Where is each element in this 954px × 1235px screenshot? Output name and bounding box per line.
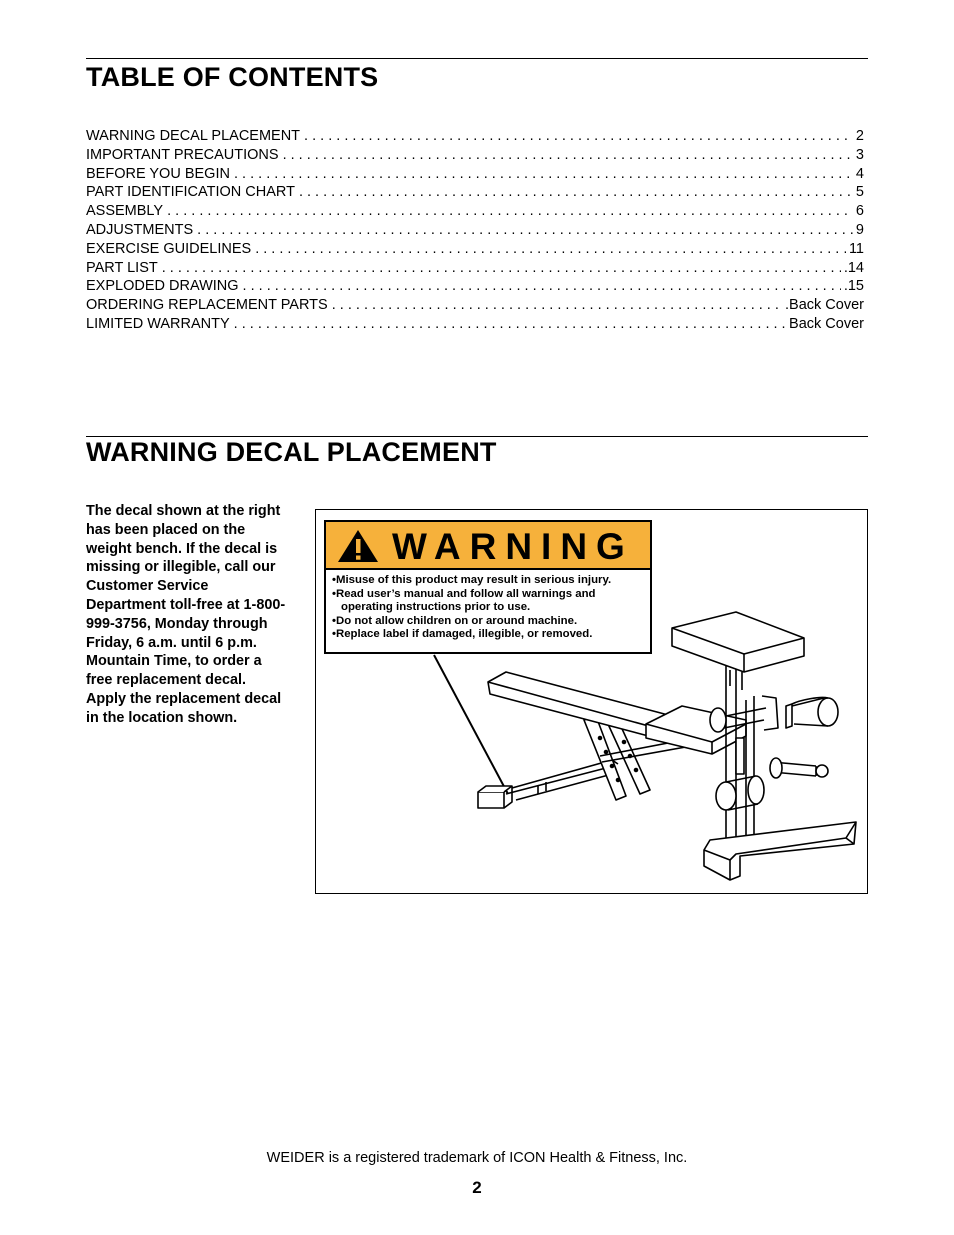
toc-leader xyxy=(255,241,846,257)
decal-line: • Do not allow children on or around machine. xyxy=(332,615,646,629)
decal-instructions: The decal shown at the right has been placed on the weight bench. If the decal is missing or illegible, call our Customer Service Department toll-free at 1-800-999-3756, Monday through Friday, 6 a.m. until 6 p.m. Mountain Time, to order a free replacement decal. Apply the replacement decal in the location shown. xyxy=(86,503,286,726)
warning-triangle-icon xyxy=(336,528,380,564)
toc-entry-title: ORDERING REPLACEMENT PARTS xyxy=(86,297,328,314)
toc-entry-page: 6 xyxy=(855,203,864,220)
toc-entry-page: 2 xyxy=(855,128,864,144)
toc-entry-title: BEFORE YOU BEGIN xyxy=(86,165,230,182)
page-number: 2 xyxy=(472,1178,482,1197)
toc-leader xyxy=(332,297,782,313)
decal-warning-word: WARNING xyxy=(392,526,634,567)
decal-line: • Read user’s manual and follow all warnings and operating instructions prior to use. xyxy=(332,588,646,615)
toc-entry[interactable] xyxy=(86,297,864,316)
toc-leader xyxy=(283,147,853,163)
toc-entry-page: 9 xyxy=(855,221,864,238)
warning-section-heading: WARNING DECAL PLACEMENT xyxy=(86,437,497,467)
toc-entry-title: PART IDENTIFICATION CHART xyxy=(86,184,295,201)
toc-entry-title: ADJUSTMENTS xyxy=(86,221,194,238)
toc-leader xyxy=(197,222,853,238)
decal-line: • Replace label if damaged, illegible, or removed. xyxy=(332,628,646,642)
toc-entry-title: PART LIST xyxy=(86,259,158,276)
toc-entry[interactable] xyxy=(86,184,864,203)
toc-entry[interactable] xyxy=(86,128,864,147)
toc-entry-page: 3 xyxy=(855,146,864,163)
toc-leader xyxy=(162,260,841,276)
decal-text xyxy=(326,570,650,642)
toc-entry[interactable] xyxy=(86,316,864,335)
toc-entry-title: IMPORTANT PRECAUTIONS xyxy=(86,146,279,163)
toc-leader xyxy=(243,278,841,294)
toc-leader xyxy=(167,203,853,219)
toc-list xyxy=(86,128,864,335)
toc-leader xyxy=(234,166,853,182)
toc-entry[interactable] xyxy=(86,203,864,222)
toc-entry[interactable] xyxy=(86,278,864,297)
toc-entry[interactable] xyxy=(86,241,864,260)
toc-entry[interactable] xyxy=(86,166,864,185)
toc-entry-page: 11 xyxy=(848,240,864,257)
toc-entry-title: ASSEMBLY xyxy=(86,203,164,220)
trademark-note: WEIDER is a registered trademark of ICON Health & Fitness, Inc. xyxy=(266,1150,688,1166)
toc-entry-page: .Back Cover xyxy=(785,297,864,314)
toc-leader xyxy=(304,128,853,144)
toc-entry[interactable] xyxy=(86,222,864,241)
warning-decal xyxy=(324,520,652,654)
toc-entry-page: .15 xyxy=(843,278,864,295)
toc-heading: TABLE OF CONTENTS xyxy=(86,62,379,92)
toc-entry-title: LIMITED WARRANTY xyxy=(86,315,230,332)
toc-entry-title: EXPLODED DRAWING xyxy=(86,278,239,295)
decal-header xyxy=(326,522,650,570)
toc-entry-title: EXERCISE GUIDELINES xyxy=(86,240,252,257)
top-rule xyxy=(86,58,868,59)
toc-entry[interactable] xyxy=(86,147,864,166)
toc-entry[interactable] xyxy=(86,260,864,279)
toc-leader xyxy=(234,316,786,332)
toc-entry-page: 4 xyxy=(855,165,864,182)
toc-entry-page: .14 xyxy=(843,259,864,276)
toc-leader xyxy=(299,184,853,200)
toc-entry-page: Back Cover xyxy=(789,315,864,332)
toc-entry-page: 5 xyxy=(855,184,864,201)
toc-entry-title: WARNING DECAL PLACEMENT xyxy=(86,128,301,144)
decal-line: • Misuse of this product may result in serious injury. xyxy=(332,574,646,588)
